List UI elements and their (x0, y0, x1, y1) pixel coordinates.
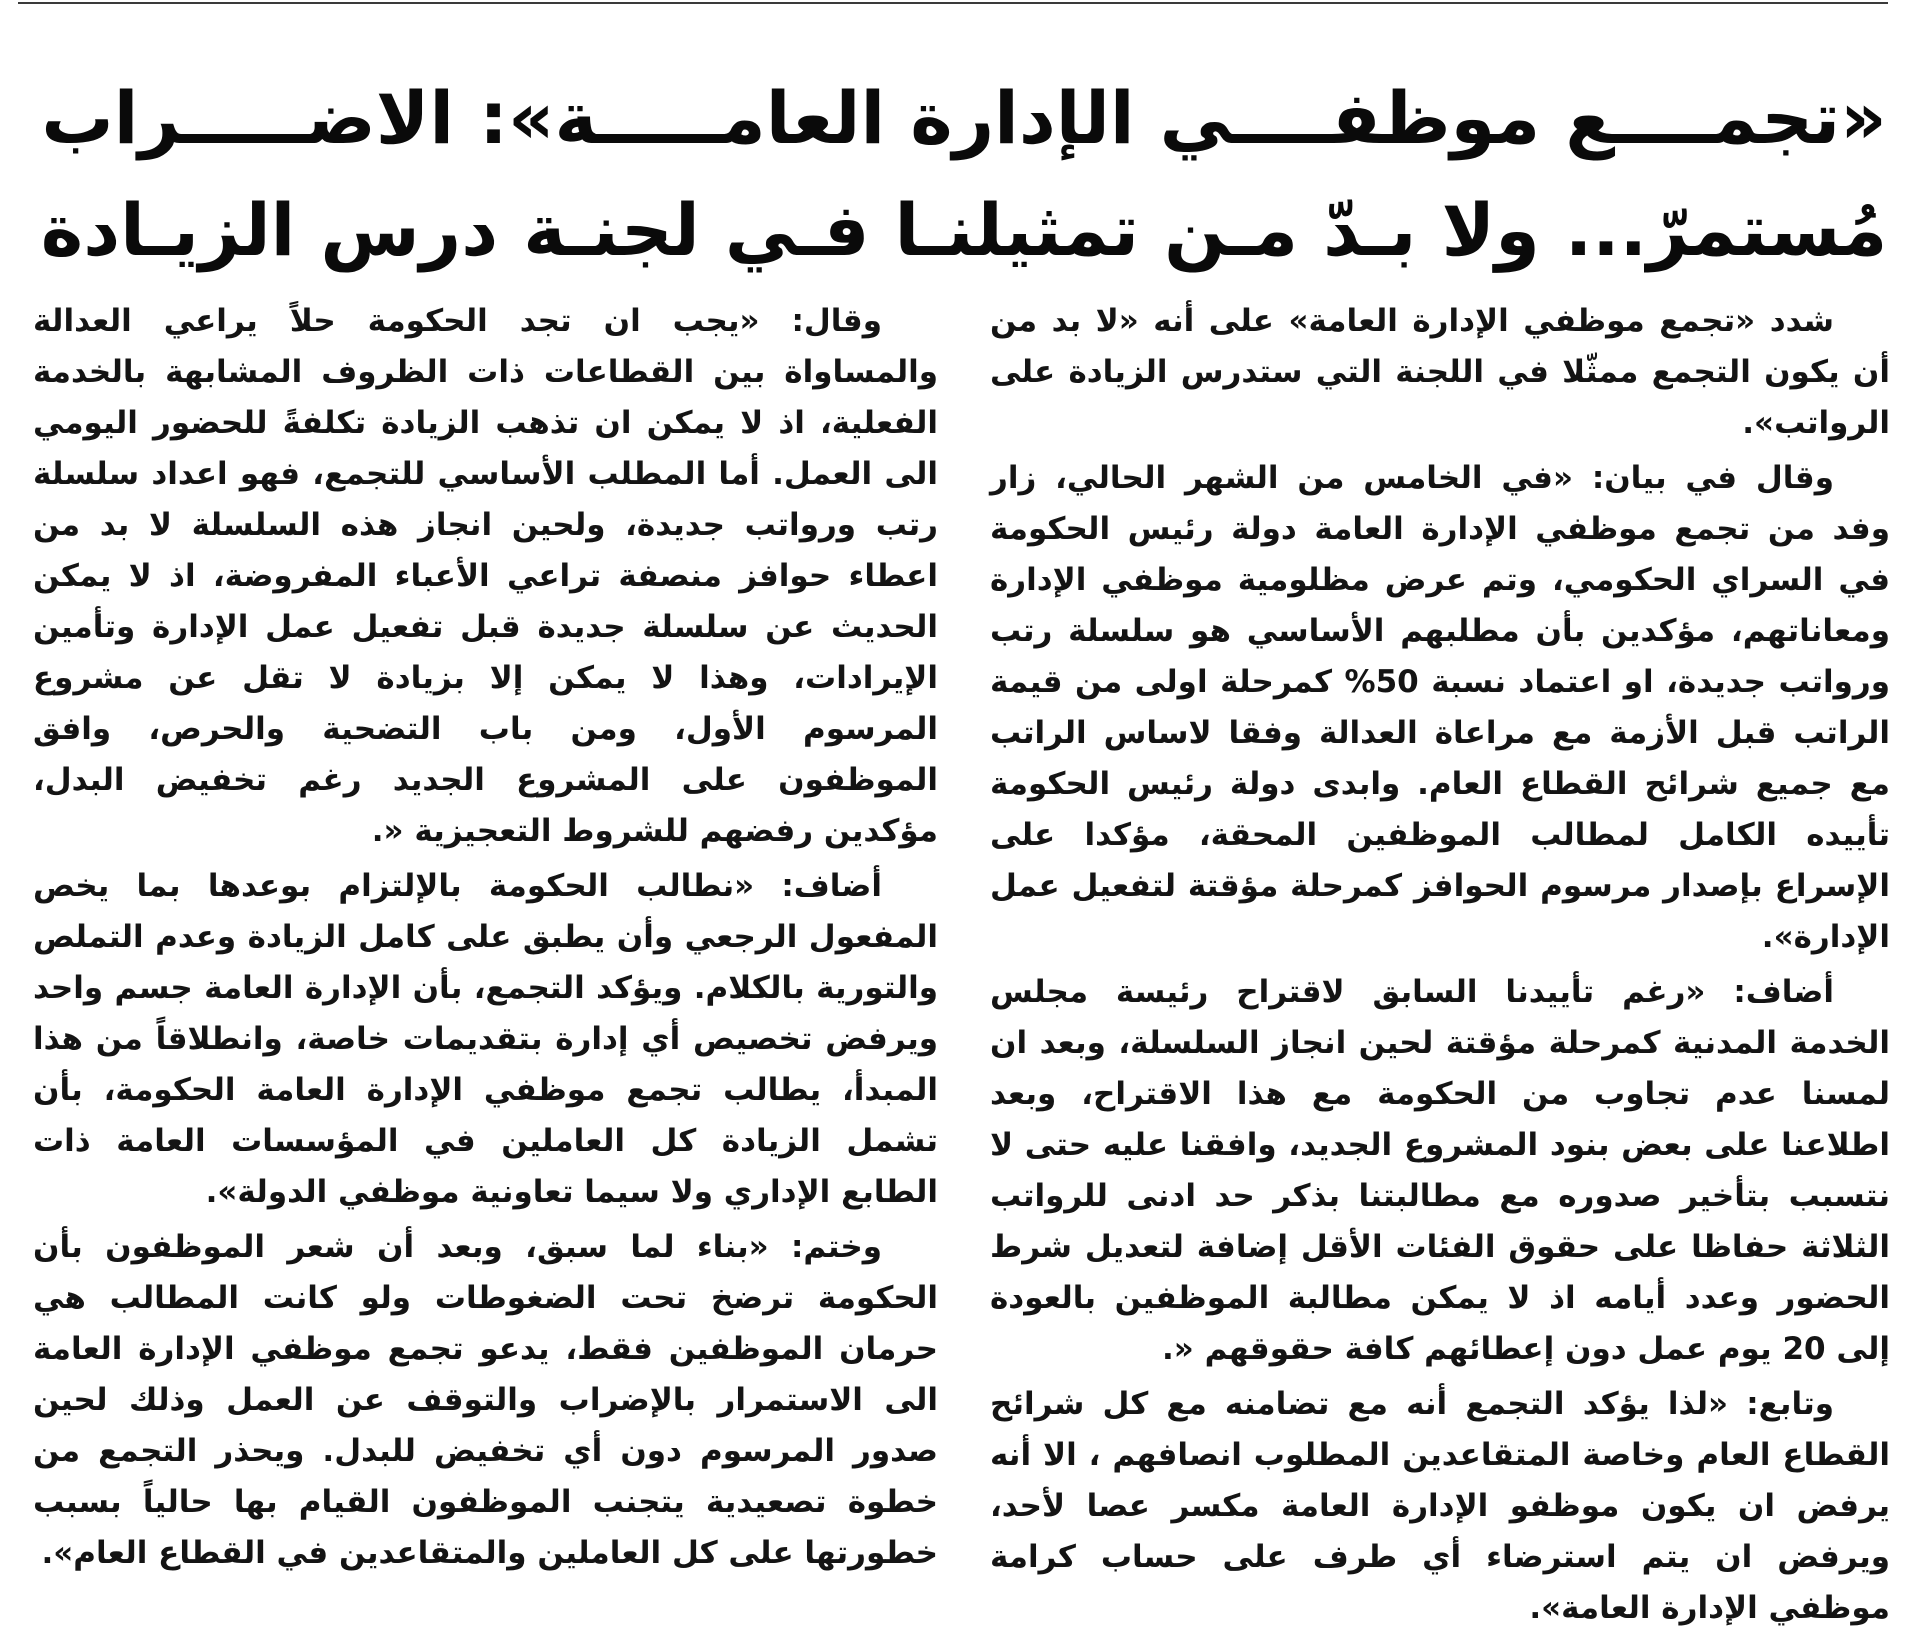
paragraph: وقال: «يجب ان تجد الحكومة حلاً يراعي العدالة والمساواة بين القطاعات ذات الظروف المشابهة بالخدمة الفعلية، اذ لا يمكن ان تذهب الزيادة تكلفةً للحضور اليومي الى العمل. أما المطلب الأساسي للتجمع، فهو اعداد سلسلة رتب ورواتب جديدة، ولحين انجاز هذه السلسلة لا بد من اعطاء حوافز منصفة تراعي الأعباء المفروضة، اذ لا يمكن الحديث عن سلسلة جديدة قبل تفعيل عمل الإدارة وتأمين الإيرادات، وهذا لا يمكن إلا بزيادة لا تقل عن مشروع المرسوم الأول، ومن باب التضحية والحرص، وافق الموظفون على المشروع الجديد رغم تخفيض البدل، مؤكدين رفضهم للشروط التعجيزية «. (33, 303, 938, 849)
paragraph: شدد «تجمع موظفي الإدارة العامة» على أنه «لا بد من أن يكون التجمع ممثّلا في اللجنة التي ستدرس الزيادة على الرواتب». (990, 303, 1890, 441)
article-column-right (990, 296, 1890, 1638)
top-rule (18, 2, 1888, 4)
paragraph: وتابع: «لذا يؤكد التجمع أنه مع تضامنه مع كل شرائح القطاع العام وخاصة المتقاعدين المطلوب انصافهم ، الا أنه يرفض ان يكون موظفو الإدارة العامة مكسر عصا لأحد، ويرفض ان يتم استرضاء أي طرف على حساب كرامة موظفي الإدارة العامة». (990, 1386, 1890, 1626)
paragraph: وقال في بيان: «في الخامس من الشهر الحالي، زار وفد من تجمع موظفي الإدارة العامة دولة رئيس الحكومة في السراي الحكومي، وتم عرض مظلومية موظفي الإدارة ومعاناتهم، مؤكدين بأن مطلبهم الأساسي هو سلسلة رتب ورواتب جديدة، او اعتماد نسبة 50% كمرحلة اولى من قيمة الراتب قبل الأزمة مع مراعاة العدالة وفقا لاساس الراتب مع جميع شرائح القطاع العام. وابدى دولة رئيس الحكومة تأييده الكامل لمطالب الموظفين المحقة، مؤكدا على الإسراع بإصدار مرسوم الحوافز كمرحلة مؤقتة لتفعيل عمل الإدارة». (990, 460, 1890, 955)
paragraph: أضاف: «رغم تأييدنا السابق لاقتراح رئيسة مجلس الخدمة المدنية كمرحلة مؤقتة لحين انجاز السلسلة، وبعد ان لمسنا عدم تجاوب من الحكومة مع هذا الاقتراح، وبعد اطلاعنا على بعض بنود المشروع الجديد، وافقنا عليه حتى لا نتسبب بتأخير صدوره مع مطالبتنا بذكر حد ادنى للرواتب الثلاثة حفاظا على حقوق الفئات الأقل إضافة لتعديل شرط الحضور وعدد أيامه اذ لا يمكن مطالبة الموظفين بالعودة إلى 20 يوم عمل دون إعطائهم كافة حقوقهم «. (990, 974, 1890, 1367)
article-column-left (33, 296, 938, 1583)
paragraph: أضاف: «نطالب الحكومة بالإلتزام بوعدها بما يخص المفعول الرجعي وأن يطبق على كامل الزيادة وعدم التملص والتورية بالكلام. ويؤكد التجمع، بأن الإدارة العامة جسم واحد ويرفض تخصيص أي إدارة بتقديمات خاصة، وانطلاقاً من هذا المبدأ، يطالب تجمع موظفي الإدارة العامة الحكومة، بأن تشمل الزيادة كل العاملين في المؤسسات العامة ذات الطابع الإداري ولا سيما تعاونية موظفي الدولة». (33, 868, 938, 1210)
headline-line-1: «تجمــــع موظفــــي الإدارة العامـــــة»: الاضـــــراب (41, 76, 1887, 160)
headline (40, 62, 1888, 286)
headline-line-2: مُستمرّ... ولا بـدّ مـن تمثيلنـا فـي لجنـة درس الزيـادة (40, 188, 1888, 272)
paragraph: وختم: «بناء لما سبق، وبعد أن شعر الموظفون بأن الحكومة ترضخ تحت الضغوطات ولو كانت المطالب هي حرمان الموظفين فقط، يدعو تجمع موظفي الإدارة العامة الى الاستمرار بالإضراب والتوقف عن العمل وذلك لحين صدور المرسوم دون أي تخفيض للبدل. ويحذر التجمع من خطوة تصعيدية يتجنب الموظفون القيام بها حالياً بسبب خطورتها على كل العاملين والمتقاعدين في القطاع العام». (33, 1229, 938, 1571)
